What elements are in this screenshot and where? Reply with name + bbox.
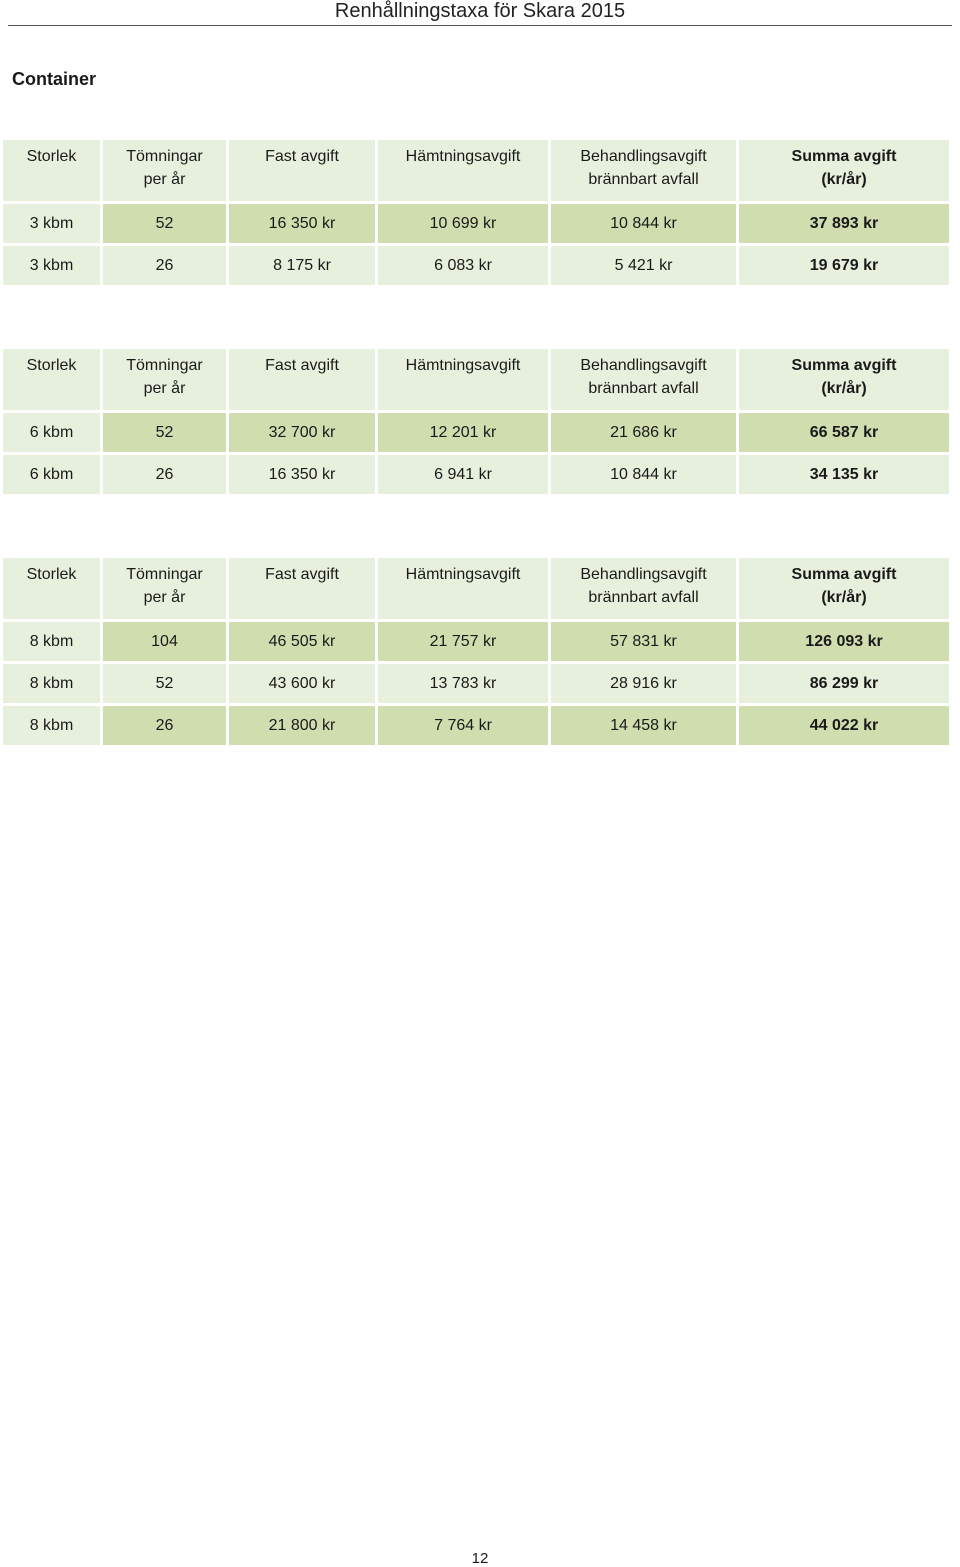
header-cell-treatment-fee: Behandlingsavgift brännbart avfall	[551, 140, 736, 201]
cell-treatment-fee: 14 458 kr	[551, 706, 736, 745]
table-row	[3, 664, 949, 703]
table-row	[3, 246, 949, 285]
table-row	[3, 204, 949, 243]
cell-size: 8 kbm	[3, 706, 100, 745]
cell-emptyings: 26	[103, 706, 226, 745]
cell-emptyings: 52	[103, 204, 226, 243]
table-header-row	[3, 140, 949, 201]
header-cell-collection-fee: Hämtningsavgift	[378, 349, 548, 410]
table-row	[3, 413, 949, 452]
cell-total-fee: 34 135 kr	[739, 455, 949, 494]
cell-total-fee: 126 093 kr	[739, 622, 949, 661]
table-row	[3, 706, 949, 745]
header-cell-size: Storlek	[3, 349, 100, 410]
page-number: 12	[471, 1550, 489, 1567]
cell-collection-fee: 10 699 kr	[378, 204, 548, 243]
table-header-row	[3, 349, 949, 410]
header-cell-treatment-fee: Behandlingsavgift brännbart avfall	[551, 349, 736, 410]
fee-table-3kbm	[0, 137, 952, 288]
cell-total-fee: 86 299 kr	[739, 664, 949, 703]
cell-emptyings: 26	[103, 455, 226, 494]
table-row	[3, 622, 949, 661]
fee-table-6kbm	[0, 346, 952, 497]
cell-emptyings: 52	[103, 664, 226, 703]
header-cell-emptyings: Tömningar per år	[103, 140, 226, 201]
header-cell-treatment-fee: Behandlingsavgift brännbart avfall	[551, 558, 736, 619]
cell-collection-fee: 21 757 kr	[378, 622, 548, 661]
cell-fixed-fee: 43 600 kr	[229, 664, 375, 703]
header-cell-fixed-fee: Fast avgift	[229, 349, 375, 410]
header-cell-size: Storlek	[3, 558, 100, 619]
table-row	[3, 455, 949, 494]
table-header-row	[3, 558, 949, 619]
cell-emptyings: 26	[103, 246, 226, 285]
cell-collection-fee: 6 941 kr	[378, 455, 548, 494]
cell-fixed-fee: 16 350 kr	[229, 204, 375, 243]
header-cell-emptyings: Tömningar per år	[103, 558, 226, 619]
cell-size: 8 kbm	[3, 622, 100, 661]
cell-total-fee: 44 022 kr	[739, 706, 949, 745]
cell-size: 6 kbm	[3, 455, 100, 494]
cell-fixed-fee: 8 175 kr	[229, 246, 375, 285]
cell-fixed-fee: 21 800 kr	[229, 706, 375, 745]
header-cell-emptyings: Tömningar per år	[103, 349, 226, 410]
header-cell-collection-fee: Hämtningsavgift	[378, 140, 548, 201]
header-cell-size: Storlek	[3, 140, 100, 201]
header-cell-total-fee: Summa avgift (kr/år)	[739, 349, 949, 410]
header-cell-fixed-fee: Fast avgift	[229, 558, 375, 619]
cell-collection-fee: 7 764 kr	[378, 706, 548, 745]
cell-fixed-fee: 32 700 kr	[229, 413, 375, 452]
cell-treatment-fee: 57 831 kr	[551, 622, 736, 661]
header-cell-fixed-fee: Fast avgift	[229, 140, 375, 201]
cell-emptyings: 104	[103, 622, 226, 661]
cell-emptyings: 52	[103, 413, 226, 452]
cell-total-fee: 66 587 kr	[739, 413, 949, 452]
header-cell-total-fee: Summa avgift (kr/år)	[739, 140, 949, 201]
cell-fixed-fee: 16 350 kr	[229, 455, 375, 494]
fee-table-8kbm	[0, 555, 952, 748]
cell-size: 8 kbm	[3, 664, 100, 703]
document-title: Renhållningstaxa för Skara 2015	[334, 0, 626, 22]
cell-treatment-fee: 21 686 kr	[551, 413, 736, 452]
cell-total-fee: 19 679 kr	[739, 246, 949, 285]
cell-treatment-fee: 5 421 kr	[551, 246, 736, 285]
cell-fixed-fee: 46 505 kr	[229, 622, 375, 661]
page-header	[8, 0, 952, 26]
cell-total-fee: 37 893 kr	[739, 204, 949, 243]
cell-treatment-fee: 28 916 kr	[551, 664, 736, 703]
cell-size: 3 kbm	[3, 204, 100, 243]
cell-size: 6 kbm	[3, 413, 100, 452]
section-title: Container	[12, 69, 97, 89]
header-cell-total-fee: Summa avgift (kr/år)	[739, 558, 949, 619]
cell-treatment-fee: 10 844 kr	[551, 455, 736, 494]
header-cell-collection-fee: Hämtningsavgift	[378, 558, 548, 619]
cell-size: 3 kbm	[3, 246, 100, 285]
cell-collection-fee: 6 083 kr	[378, 246, 548, 285]
cell-treatment-fee: 10 844 kr	[551, 204, 736, 243]
cell-collection-fee: 13 783 kr	[378, 664, 548, 703]
cell-collection-fee: 12 201 kr	[378, 413, 548, 452]
